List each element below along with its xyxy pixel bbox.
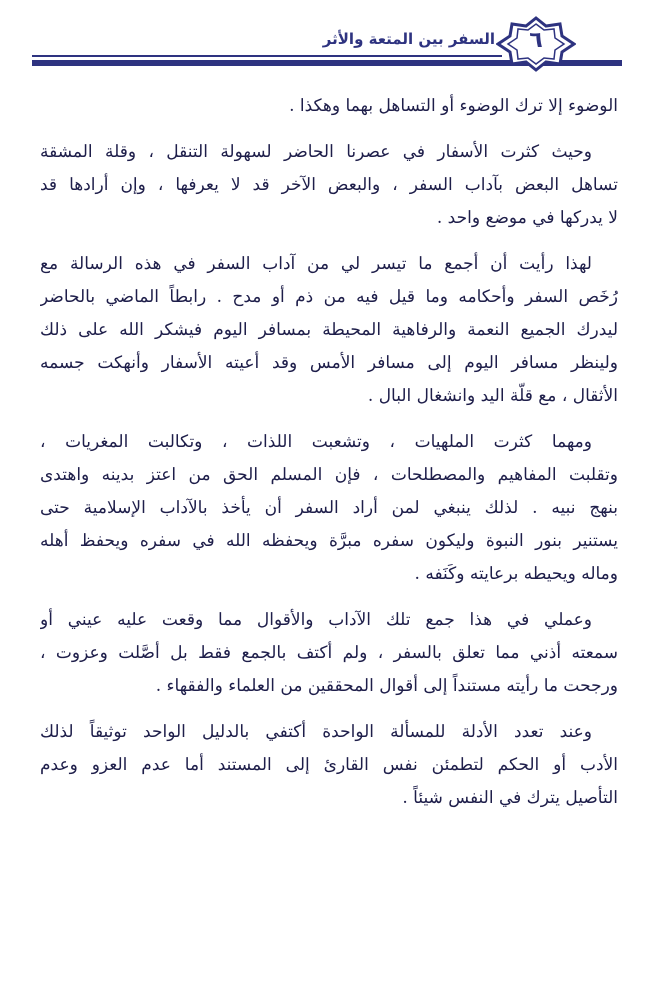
text-line: الأثقال ، مع قلّة اليد وانشغال البال . — [367, 386, 618, 406]
page-number: ٦ — [529, 28, 543, 53]
text-line: الأدب أو الحكم لتطمئن نفس القارئ إلى المستند أما عدم العزو وعدم — [40, 755, 618, 775]
header-rule-thin — [32, 55, 502, 57]
text-line: رُخَص السفر وأحكامه وما قيل فيه من ذم أو مدح . رابطاً الماضي بالحاضر — [40, 287, 618, 307]
paragraph — [40, 136, 618, 235]
text-line: سمعته أذني مما تعلق بالسفر ، ولم أكتف بالجمع فقط بل أصَّلت وعزوت ، — [40, 643, 618, 663]
paragraph — [40, 716, 618, 815]
text-line: وعند تعدد الأدلة للمسألة الواحدة أكتفي بالدليل الواحد توثيقاً لذلك — [40, 722, 592, 742]
text-line: ومهما كثرت الملهيات ، وتشعبت اللذات ، وتكالبت المغريات ، — [40, 432, 592, 452]
paragraph — [40, 90, 618, 123]
text-line: ليدرك الجميع النعمة والرفاهية المحيطة بمسافر اليوم فيشكر الله على ذلك — [40, 320, 618, 340]
text-line: الوضوء إلا ترك الوضوء أو التساهل بهما وهكذا . — [289, 96, 618, 116]
text-line: وحيث كثرت الأسفار في عصرنا الحاضر لسهولة التنقل ، وقلة المشقة — [40, 142, 592, 162]
paragraph — [40, 426, 618, 591]
text-line: لا يدركها في موضع واحد . — [436, 208, 618, 228]
text-line: وماله ويحيطه برعايته وكَنَفه . — [414, 564, 618, 584]
text-line: تساهل البعض بآداب السفر ، والبعض الآخر قد لا يعرفها ، وإن أرادها قد — [40, 175, 618, 195]
text-line: ورجحت ما رأيته مستنداً إلى أقوال المحققين من العلماء والفقهاء . — [155, 676, 618, 696]
page-header — [0, 0, 665, 80]
page-number-badge — [496, 16, 576, 72]
text-line: وتقلبت المفاهيم والمصطلحات ، فإن المسلم الحق من اعتز بدينه واهتدى — [40, 465, 618, 485]
text-line: التأصيل يترك في النفس شيئاً . — [402, 788, 618, 808]
text-line: يستنير بنور النبوة وليكون سفره مبرَّة ويحفظه الله في سفره ويحفظ أهله — [40, 531, 618, 551]
text-line: ولينظر مسافر اليوم إلى مسافر الأمس وقد أعيته الأسفار وأنهكت جسمه — [40, 353, 618, 373]
text-line: لهذا رأيت أن أجمع ما تيسر لي من آداب السفر في هذه الرسالة مع — [40, 254, 592, 274]
text-line: بنهج نبيه . لذلك ينبغي لمن أراد السفر أن يأخذ بالآداب الإسلامية حتى — [40, 498, 618, 518]
body-text — [40, 90, 618, 815]
paragraph — [40, 604, 618, 703]
paragraph — [40, 248, 618, 413]
running-title: السفر بين المتعة والأثر — [322, 30, 495, 48]
text-line: وعملي في هذا جمع تلك الآداب والأقوال مما وقعت عليه عيني أو — [40, 610, 592, 630]
